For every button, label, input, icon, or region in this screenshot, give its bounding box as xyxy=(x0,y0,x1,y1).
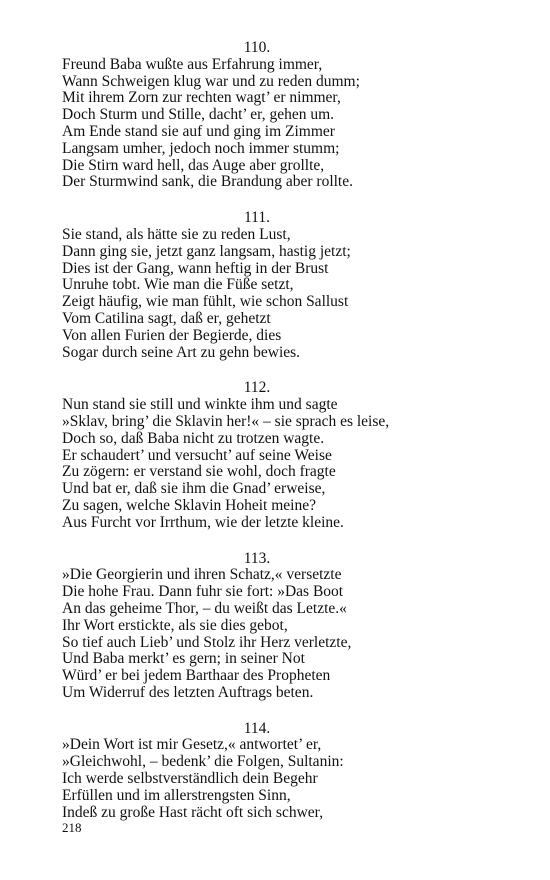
stanza-number: 110. xyxy=(243,39,271,56)
verse-line: Würd’ er bei jedem Barthaar des Propheten xyxy=(62,667,331,685)
stanza xyxy=(62,210,550,361)
verse-line: Mit ihrem Zorn zur rechten wagt’ er nimmer, xyxy=(62,89,341,107)
verse-line: Am Ende stand sie auf und ging im Zimmer xyxy=(62,122,335,140)
verse-line: Zeigt häufig, wie man fühlt, wie schon Sallust xyxy=(62,293,349,311)
verse-line: Von allen Furien der Begierde, dies xyxy=(62,326,282,344)
verse-line: Ich werde selbstverständlich dein Begehr xyxy=(62,770,318,788)
stanza xyxy=(62,380,550,531)
verse-line: Ihr Wort erstickte, als sie dies gebot, xyxy=(62,616,288,634)
verse-line: Sogar durch seine Art zu gehn bewies. xyxy=(62,343,301,361)
verse-line: Der Sturmwind sank, die Brandung aber rollte. xyxy=(62,173,353,191)
verse-line: Vom Catilina sagt, daß er, gehetzt xyxy=(62,309,271,327)
verse-line: Unruhe tobt. Wie man die Füße setzt, xyxy=(62,276,294,294)
verse-line: Erfüllen und im allerstrengsten Sinn, xyxy=(62,786,291,804)
verse-line: Langsam umher, jedoch noch immer stumm; xyxy=(62,139,340,157)
verse-line: Doch so, daß Baba nicht zu trotzen wagte. xyxy=(62,429,325,447)
verse-line: Die hohe Frau. Dann fuhr sie fort: »Das Boot xyxy=(62,583,344,601)
stanza xyxy=(62,40,550,191)
page-number: 218 xyxy=(62,820,82,835)
stanza-number: 113. xyxy=(243,549,271,567)
verse-line: Doch Sturm und Stille, dacht’ er, gehen um. xyxy=(62,106,335,124)
verse-line: Dann ging sie, jetzt ganz langsam, hastig jetzt; xyxy=(62,242,351,260)
verse-line: Sie stand, als hätte sie zu reden Lust, xyxy=(62,225,291,243)
verse-line: So tief auch Lieb’ und Stolz ihr Herz verletzte, xyxy=(62,633,352,651)
stanza-number: 111. xyxy=(244,209,270,227)
verse-line: »Sklav, bring’ die Sklavin her!« – sie sprach es leise, xyxy=(62,412,390,430)
stanza-number: 114. xyxy=(243,719,271,737)
verse-line: Er schaudert’ und versucht’ auf seine Weise xyxy=(62,446,332,464)
verse-line: Freund Baba wußte aus Erfahrung immer, xyxy=(62,55,323,73)
verse-line: Und Baba merkt’ es gern; in seiner Not xyxy=(62,650,305,668)
stanza-number: 112. xyxy=(243,379,271,397)
verse-line: Indeß zu große Hast rächt oft sich schwer, xyxy=(62,803,324,821)
stanza xyxy=(62,551,550,702)
verse-line: Nun stand sie still und winkte ihm und sagte xyxy=(62,396,338,414)
verse-line: »Gleichwohl, – bedenk’ die Folgen, Sultanin: xyxy=(62,753,344,771)
verse-line: An das geheime Thor, – du weißt das Letzte.« xyxy=(62,599,347,617)
verse-line: Wann Schweigen klug war und zu reden dumm; xyxy=(62,72,360,90)
stanza xyxy=(62,721,550,822)
verse-line: Um Widerruf des letzten Auftrags beten. xyxy=(62,683,314,701)
verse-line: Zu zögern: er verstand sie wohl, doch fragte xyxy=(62,463,336,481)
verse-line: Die Stirn ward hell, das Auge aber grollte, xyxy=(62,156,325,174)
verse-line: »Dein Wort ist mir Gesetz,« antwortet’ er, xyxy=(62,736,322,754)
verse-line: Zu sagen, welche Sklavin Hoheit meine? xyxy=(62,496,316,514)
poem-body xyxy=(62,40,550,821)
verse-line: Dies ist der Gang, wann heftig in der Brust xyxy=(62,259,329,277)
verse-line: »Die Georgierin und ihren Schatz,« versetzte xyxy=(62,566,342,584)
verse-line: Aus Furcht vor Irrthum, wie der letzte kleine. xyxy=(62,513,344,531)
verse-line: Und bat er, daß sie ihm die Gnad’ erweise, xyxy=(62,480,326,498)
